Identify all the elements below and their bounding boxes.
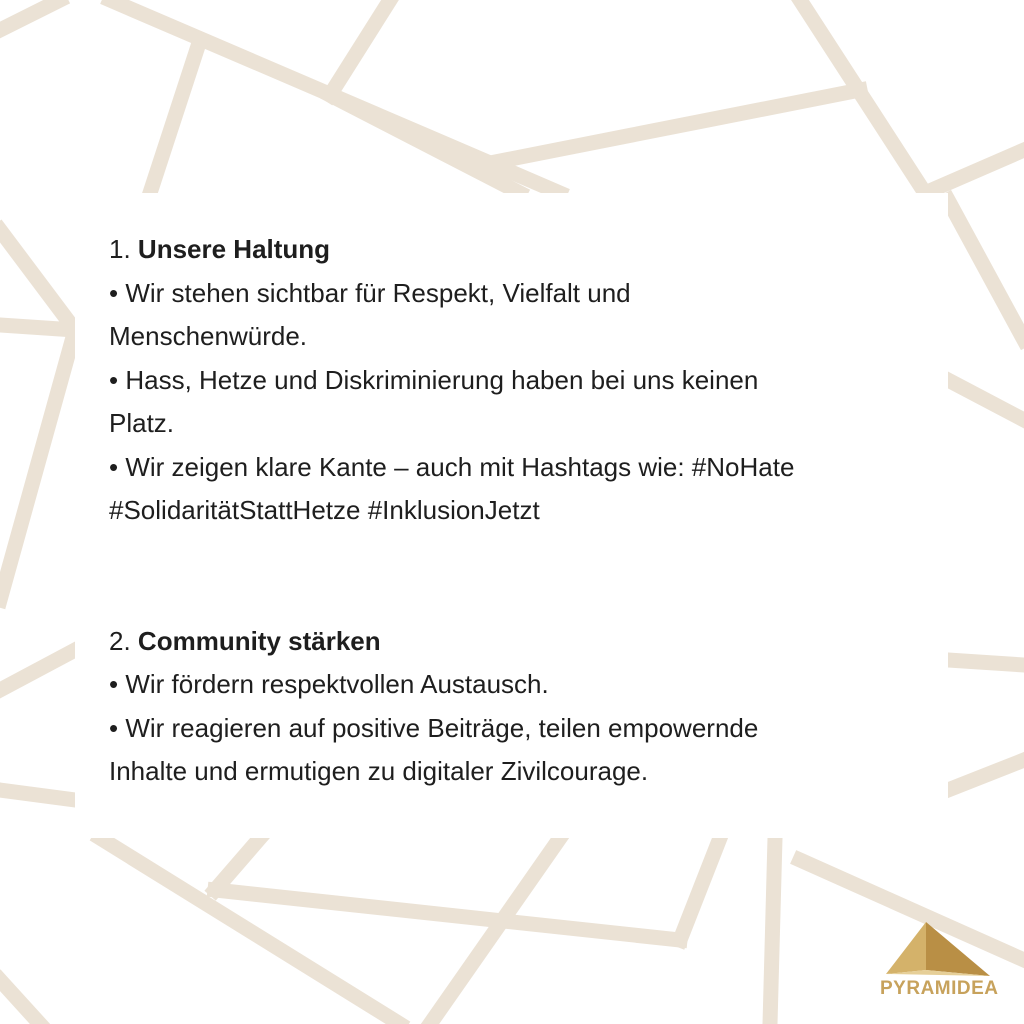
section1-line: • Wir zeigen klare Kante – auch mit Hashtags wie: #NoHate [109, 451, 795, 482]
section1-line: • Wir stehen sichtbar für Respekt, Vielfalt und [109, 277, 631, 308]
section1-line: • Hass, Hetze und Diskriminierung haben bei uns keinen [109, 364, 759, 395]
text-content [109, 228, 929, 794]
section2-line: • Wir reagieren auf positive Beiträge, teilen empowernde [109, 712, 759, 743]
section2-line: Inhalte und ermutigen zu digitaler Zivilcourage. [109, 756, 649, 786]
section-gap [109, 533, 929, 620]
section2-heading: 2. Community stärken [109, 625, 381, 656]
section1-title: Unsere Haltung [137, 234, 331, 264]
logo-wordmark: PYRAMIDEA [880, 978, 999, 999]
section1-line: #SolidaritätStattHetze #InklusionJetzt [109, 495, 540, 525]
section2-line: • Wir fördern respektvollen Austausch. [109, 669, 549, 699]
section1-line: Platz. [109, 408, 175, 438]
section1-line: Menschenwürde. [109, 321, 307, 351]
section2-title: Community stärken [137, 625, 381, 656]
section1-heading: 1. Unsere Haltung [109, 234, 331, 264]
